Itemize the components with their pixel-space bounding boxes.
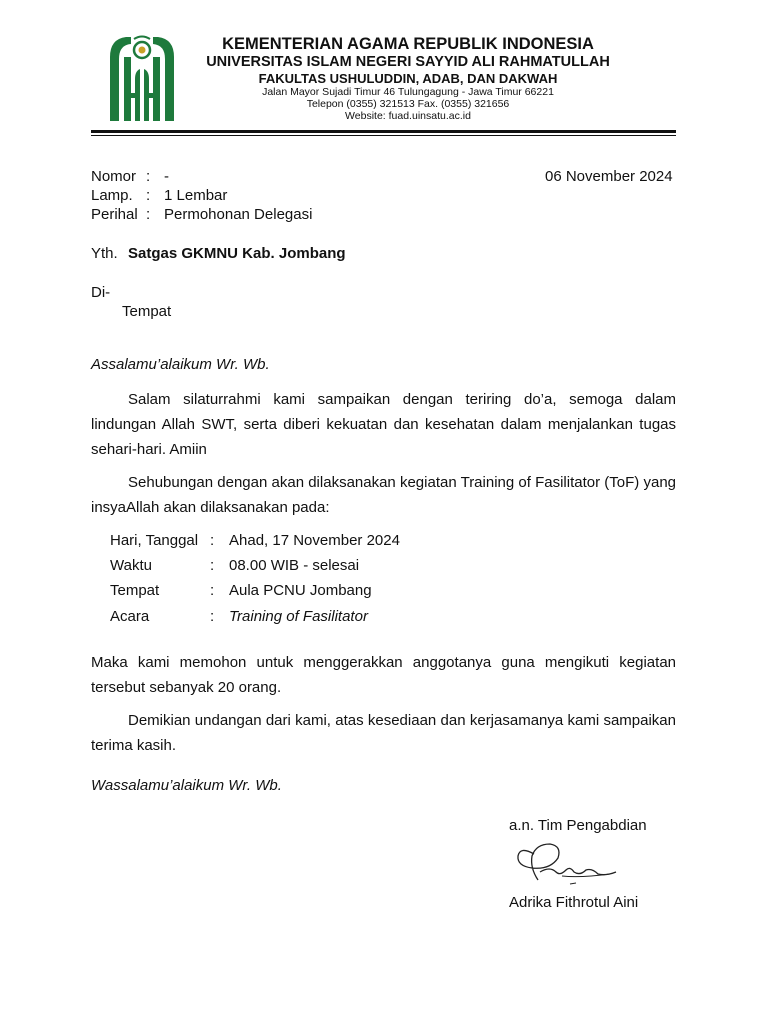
detail-value-date: Ahad, 17 November 2024 (229, 532, 400, 549)
detail-colon: : (210, 608, 215, 625)
nomor-value: - (164, 168, 169, 185)
phone: Telepon (0355) 321513 Fax. (0355) 321656 (306, 98, 510, 110)
lamp-colon: : (146, 187, 151, 204)
nomor-colon: : (146, 168, 151, 185)
on-behalf-label: a.n. Tim Pengabdian (509, 817, 647, 834)
detail-label-time: Waktu (110, 557, 152, 574)
letter-date: 06 November 2024 (545, 168, 673, 185)
letterhead-divider-thin (91, 135, 676, 136)
ministry-name: KEMENTERIAN AGAMA REPUBLIK INDONESIA (222, 35, 594, 53)
lamp-value: 1 Lembar (164, 187, 228, 204)
perihal-colon: : (146, 206, 151, 223)
address: Jalan Mayor Sujadi Timur 46 Tulungagung - Jawa Timur 66221 (262, 86, 554, 98)
faculty-name: FAKULTAS USHULUDDIN, ADAB, DAN DAKWAH (258, 71, 558, 86)
paragraph-4: Demikian undangan dari kami, atas kesediaan dan kerjasamanya kami sampaikan terima kasih. (91, 712, 676, 754)
university-logo-icon (104, 33, 180, 123)
detail-colon: : (210, 582, 215, 599)
detail-value-event: Training of Fasilitator (229, 608, 368, 625)
detail-label-event: Acara (110, 608, 150, 625)
detail-label-date: Hari, Tanggal (110, 532, 199, 549)
recipient-prefix: Yth. (91, 245, 118, 262)
nomor-label: Nomor (91, 168, 137, 185)
detail-value-time: 08.00 WIB - selesai (229, 557, 360, 574)
recipient-di: Di- (91, 284, 111, 301)
opening-greeting: Assalamu’alaikum Wr. Wb. (91, 356, 270, 373)
signatory-name: Adrika Fithrotul Aini (509, 894, 639, 911)
perihal-label: Perihal (91, 206, 138, 223)
detail-value-place: Aula PCNU Jombang (229, 582, 372, 599)
handwritten-signature (510, 838, 620, 888)
paragraph-2: Sehubungan dengan akan dilaksanakan kegiatan Training of Fasilitator (ToF) yang insyaAllah akan dilaksanakan pada: (91, 474, 676, 516)
detail-label-place: Tempat (110, 582, 160, 599)
detail-colon: : (210, 557, 215, 574)
recipient-place: Tempat (122, 303, 172, 320)
perihal-value: Permohonan Delegasi (164, 206, 313, 223)
paragraph-3: Maka kami memohon untuk menggerakkan anggotanya guna mengikuti kegiatan tersebut sebanyak 20 orang. (91, 654, 676, 696)
recipient-name: Satgas GKMNU Kab. Jombang (128, 245, 346, 262)
lamp-label: Lamp. (91, 187, 133, 204)
website: Website: fuad.uinsatu.ac.id (345, 110, 471, 122)
paragraph-1: Salam silaturrahmi kami sampaikan dengan teriring do’a, semoga dalam lindungan Allah SWT, serta diberi kekuatan dan kesehatan dalam menjalankan tugas sehari-hari. Amiin (91, 391, 676, 458)
closing-greeting: Wassalamu’alaikum Wr. Wb. (91, 777, 282, 794)
detail-colon: : (210, 532, 215, 549)
letterhead-divider-thick (91, 130, 676, 133)
university-name: UNIVERSITAS ISLAM NEGERI SAYYID ALI RAHMATULLAH (206, 54, 610, 70)
